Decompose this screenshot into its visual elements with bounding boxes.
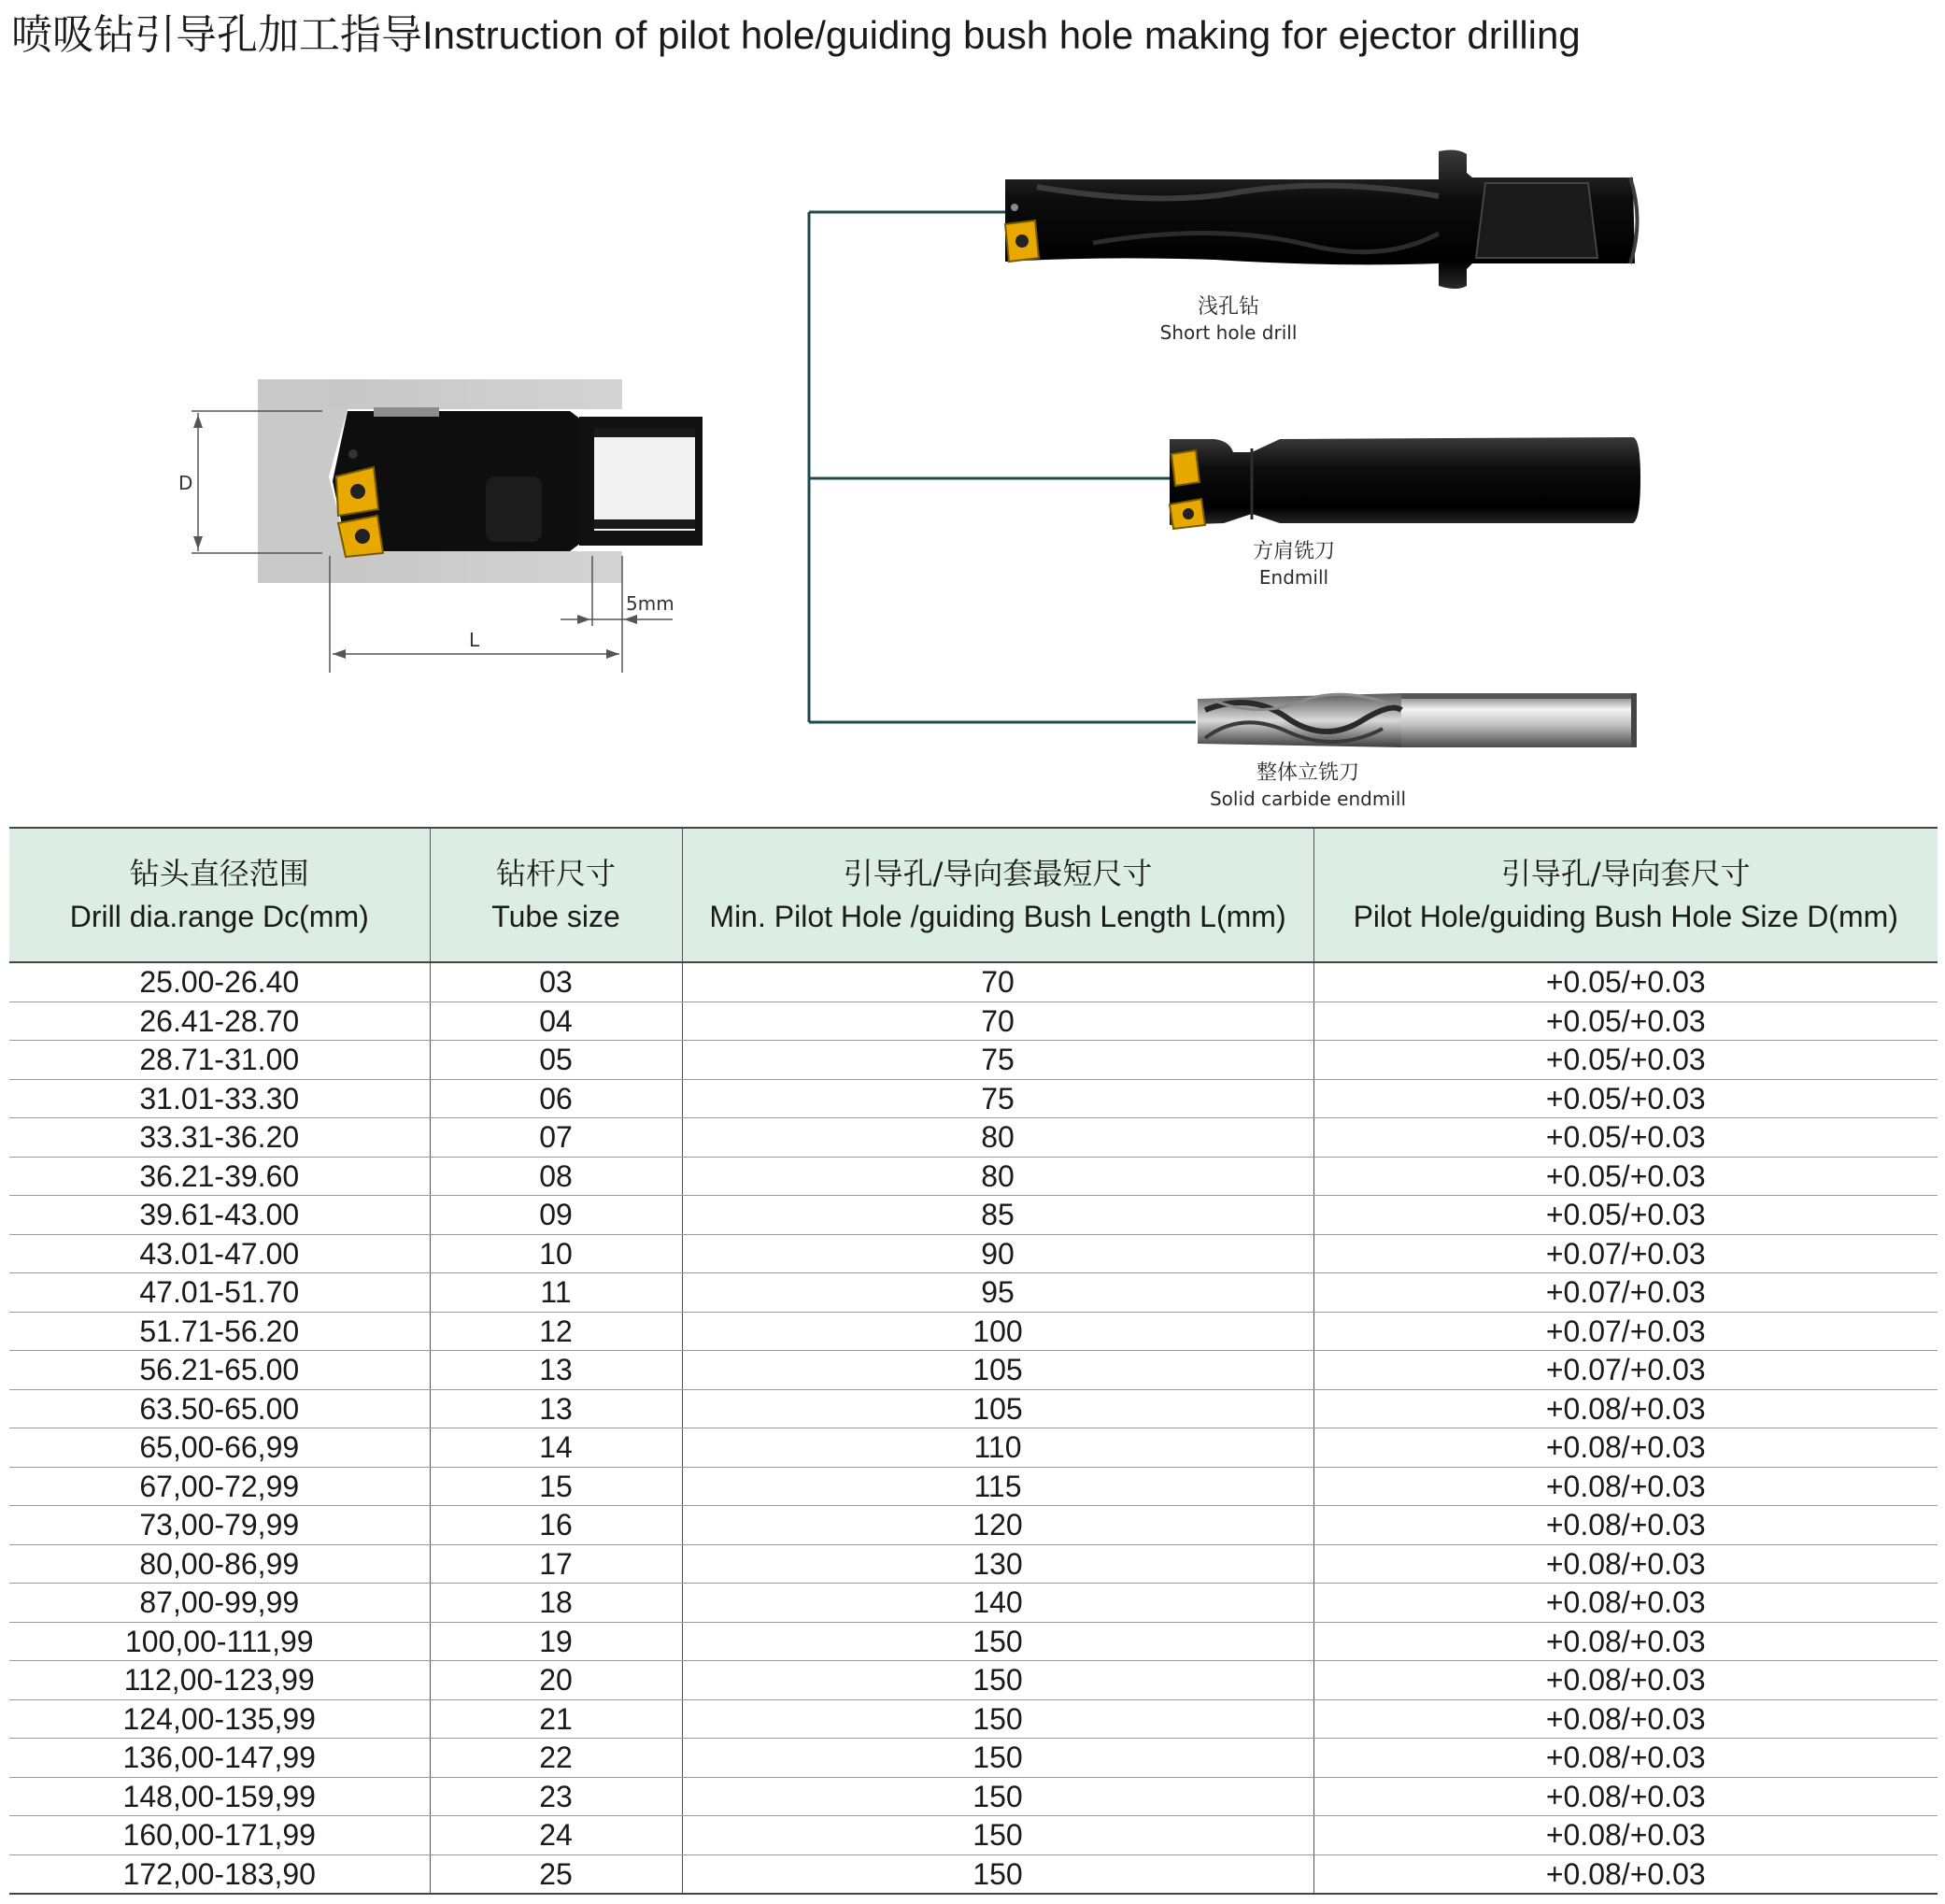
cell-drill-dia-range: 172,00-183,90 bbox=[9, 1854, 430, 1894]
cell-drill-dia-range: 136,00-147,99 bbox=[9, 1739, 430, 1778]
table-row bbox=[9, 1273, 1938, 1313]
cell-drill-dia-range: 39.61-43.00 bbox=[9, 1196, 430, 1235]
cell-drill-dia-range: 80,00-86,99 bbox=[9, 1544, 430, 1584]
tool-label-en: Short hole drill bbox=[1159, 321, 1298, 344]
cell-min-length: 115 bbox=[682, 1467, 1313, 1506]
cell-drill-dia-range: 148,00-159,99 bbox=[9, 1777, 430, 1816]
cell-hole-size: +0.08/+0.03 bbox=[1313, 1816, 1938, 1855]
cell-tube-size: 06 bbox=[430, 1079, 682, 1118]
dimension-d-label: D bbox=[178, 472, 193, 494]
cell-drill-dia-range: 28.71-31.00 bbox=[9, 1041, 430, 1080]
page-title-en: Instruction of pilot hole/guiding bush hole making for ejector drilling bbox=[422, 13, 1581, 57]
cell-drill-dia-range: 47.01-51.70 bbox=[9, 1273, 430, 1313]
tool-label-en: Endmill bbox=[1258, 566, 1329, 589]
pilot-hole-section bbox=[192, 379, 703, 673]
header-tube-size bbox=[430, 828, 682, 962]
cell-hole-size: +0.08/+0.03 bbox=[1313, 1467, 1938, 1506]
cell-tube-size: 03 bbox=[430, 962, 682, 1002]
cell-drill-dia-range: 124,00-135,99 bbox=[9, 1699, 430, 1739]
table-row bbox=[9, 1118, 1938, 1158]
cell-tube-size: 20 bbox=[430, 1661, 682, 1700]
cell-hole-size: +0.05/+0.03 bbox=[1313, 1118, 1938, 1158]
table-row bbox=[9, 1467, 1938, 1506]
cell-tube-size: 24 bbox=[430, 1816, 682, 1855]
cell-min-length: 85 bbox=[682, 1196, 1313, 1235]
table-header-row bbox=[9, 828, 1938, 962]
table-row bbox=[9, 1196, 1938, 1235]
cell-min-length: 70 bbox=[682, 1002, 1313, 1041]
cell-tube-size: 18 bbox=[430, 1584, 682, 1623]
tool-label-cn: 方肩铣刀 bbox=[1252, 540, 1335, 563]
cell-tube-size: 22 bbox=[430, 1739, 682, 1778]
cell-min-length: 150 bbox=[682, 1699, 1313, 1739]
tool-label-en: Solid carbide endmill bbox=[1209, 788, 1406, 810]
tool-connector-lines bbox=[809, 212, 1196, 722]
tool-label-short-hole-drill bbox=[1102, 294, 1355, 345]
cell-min-length: 100 bbox=[682, 1312, 1313, 1351]
table-row bbox=[9, 1661, 1938, 1700]
table-row bbox=[9, 962, 1938, 1002]
cell-drill-dia-range: 43.01-47.00 bbox=[9, 1234, 430, 1273]
cell-min-length: 130 bbox=[682, 1544, 1313, 1584]
pilot-hole-spec-table bbox=[9, 827, 1938, 1895]
cell-min-length: 150 bbox=[682, 1777, 1313, 1816]
cell-hole-size: +0.08/+0.03 bbox=[1313, 1699, 1938, 1739]
header-en: Pilot Hole/guiding Bush Hole Size D(mm) bbox=[1353, 900, 1898, 933]
header-pilot-hole-size bbox=[1313, 828, 1938, 962]
cell-min-length: 90 bbox=[682, 1234, 1313, 1273]
cell-drill-dia-range: 100,00-111,99 bbox=[9, 1622, 430, 1661]
tool-label-solid-carbide-endmill bbox=[1168, 760, 1448, 811]
tool-label-cn: 整体立铣刀 bbox=[1256, 761, 1359, 785]
cell-hole-size: +0.08/+0.03 bbox=[1313, 1777, 1938, 1816]
page-title bbox=[11, 7, 1936, 64]
cell-tube-size: 16 bbox=[430, 1506, 682, 1545]
table-row bbox=[9, 1428, 1938, 1468]
endmill-image bbox=[1170, 437, 1640, 529]
tool-diagram bbox=[0, 75, 1945, 822]
cell-drill-dia-range: 33.31-36.20 bbox=[9, 1118, 430, 1158]
header-cn: 引导孔/导向套最短尺寸 bbox=[843, 856, 1153, 891]
cell-hole-size: +0.07/+0.03 bbox=[1313, 1273, 1938, 1313]
header-cn: 钻杆尺寸 bbox=[495, 856, 616, 891]
table-row bbox=[9, 1584, 1938, 1623]
solid-carbide-endmill-image bbox=[1198, 693, 1637, 747]
cell-hole-size: +0.08/+0.03 bbox=[1313, 1584, 1938, 1623]
header-en: Tube size bbox=[491, 900, 620, 933]
cell-min-length: 105 bbox=[682, 1351, 1313, 1390]
header-min-pilot-length bbox=[682, 828, 1313, 962]
cell-tube-size: 10 bbox=[430, 1234, 682, 1273]
cell-drill-dia-range: 160,00-171,99 bbox=[9, 1816, 430, 1855]
table-row bbox=[9, 1854, 1938, 1894]
cell-hole-size: +0.05/+0.03 bbox=[1313, 1002, 1938, 1041]
tool-label-cn: 浅孔钻 bbox=[1197, 295, 1259, 319]
table-row bbox=[9, 1777, 1938, 1816]
table-body bbox=[9, 962, 1938, 1894]
cell-hole-size: +0.08/+0.03 bbox=[1313, 1544, 1938, 1584]
cell-tube-size: 19 bbox=[430, 1622, 682, 1661]
table-row bbox=[9, 1699, 1938, 1739]
table-row bbox=[9, 1041, 1938, 1080]
cell-hole-size: +0.08/+0.03 bbox=[1313, 1428, 1938, 1468]
cell-hole-size: +0.05/+0.03 bbox=[1313, 962, 1938, 1002]
cell-drill-dia-range: 65,00-66,99 bbox=[9, 1428, 430, 1468]
cell-min-length: 110 bbox=[682, 1428, 1313, 1468]
cell-drill-dia-range: 67,00-72,99 bbox=[9, 1467, 430, 1506]
cell-hole-size: +0.05/+0.03 bbox=[1313, 1041, 1938, 1080]
cell-drill-dia-range: 87,00-99,99 bbox=[9, 1584, 430, 1623]
header-cn: 引导孔/导向套尺寸 bbox=[1500, 856, 1751, 891]
cell-min-length: 70 bbox=[682, 962, 1313, 1002]
tool-label-endmill bbox=[1168, 539, 1420, 590]
cell-tube-size: 05 bbox=[430, 1041, 682, 1080]
cell-drill-dia-range: 112,00-123,99 bbox=[9, 1661, 430, 1700]
cell-hole-size: +0.08/+0.03 bbox=[1313, 1661, 1938, 1700]
cell-min-length: 150 bbox=[682, 1739, 1313, 1778]
cell-hole-size: +0.07/+0.03 bbox=[1313, 1234, 1938, 1273]
table-row bbox=[9, 1002, 1938, 1041]
header-cn: 钻头直径范围 bbox=[129, 856, 309, 891]
table-row bbox=[9, 1622, 1938, 1661]
cell-tube-size: 25 bbox=[430, 1854, 682, 1894]
cell-tube-size: 13 bbox=[430, 1351, 682, 1390]
cell-hole-size: +0.07/+0.03 bbox=[1313, 1351, 1938, 1390]
cell-drill-dia-range: 56.21-65.00 bbox=[9, 1351, 430, 1390]
table-row bbox=[9, 1389, 1938, 1428]
cell-drill-dia-range: 31.01-33.30 bbox=[9, 1079, 430, 1118]
cell-min-length: 105 bbox=[682, 1389, 1313, 1428]
cell-hole-size: +0.05/+0.03 bbox=[1313, 1157, 1938, 1196]
table-row bbox=[9, 1544, 1938, 1584]
dimension-l-label: L bbox=[469, 629, 480, 651]
cell-min-length: 80 bbox=[682, 1118, 1313, 1158]
cell-hole-size: +0.08/+0.03 bbox=[1313, 1389, 1938, 1428]
cell-hole-size: +0.05/+0.03 bbox=[1313, 1196, 1938, 1235]
cell-min-length: 80 bbox=[682, 1157, 1313, 1196]
cell-tube-size: 08 bbox=[430, 1157, 682, 1196]
header-en: Drill dia.range Dc(mm) bbox=[69, 900, 369, 933]
cell-tube-size: 12 bbox=[430, 1312, 682, 1351]
ejector-drill-head bbox=[333, 407, 703, 557]
table-row bbox=[9, 1739, 1938, 1778]
cell-hole-size: +0.08/+0.03 bbox=[1313, 1739, 1938, 1778]
short-hole-drill-image bbox=[1005, 150, 1638, 289]
cell-min-length: 150 bbox=[682, 1661, 1313, 1700]
cell-drill-dia-range: 36.21-39.60 bbox=[9, 1157, 430, 1196]
cell-drill-dia-range: 25.00-26.40 bbox=[9, 962, 430, 1002]
table-row bbox=[9, 1312, 1938, 1351]
cell-drill-dia-range: 51.71-56.20 bbox=[9, 1312, 430, 1351]
cell-tube-size: 21 bbox=[430, 1699, 682, 1739]
cell-tube-size: 04 bbox=[430, 1002, 682, 1041]
dimension-5mm-label: 5mm bbox=[626, 592, 674, 615]
cell-hole-size: +0.08/+0.03 bbox=[1313, 1854, 1938, 1894]
table-row bbox=[9, 1079, 1938, 1118]
header-drill-dia-range bbox=[9, 828, 430, 962]
table-row bbox=[9, 1157, 1938, 1196]
cell-min-length: 95 bbox=[682, 1273, 1313, 1313]
cell-tube-size: 23 bbox=[430, 1777, 682, 1816]
cell-tube-size: 07 bbox=[430, 1118, 682, 1158]
table-row bbox=[9, 1234, 1938, 1273]
cell-min-length: 150 bbox=[682, 1854, 1313, 1894]
table-row bbox=[9, 1351, 1938, 1390]
cell-tube-size: 11 bbox=[430, 1273, 682, 1313]
cell-drill-dia-range: 26.41-28.70 bbox=[9, 1002, 430, 1041]
table-row bbox=[9, 1816, 1938, 1855]
cell-hole-size: +0.08/+0.03 bbox=[1313, 1622, 1938, 1661]
cell-drill-dia-range: 63.50-65.00 bbox=[9, 1389, 430, 1428]
cell-tube-size: 09 bbox=[430, 1196, 682, 1235]
cell-tube-size: 17 bbox=[430, 1544, 682, 1584]
cell-min-length: 75 bbox=[682, 1079, 1313, 1118]
cell-hole-size: +0.07/+0.03 bbox=[1313, 1312, 1938, 1351]
cell-min-length: 120 bbox=[682, 1506, 1313, 1545]
table-row bbox=[9, 1506, 1938, 1545]
cell-min-length: 150 bbox=[682, 1816, 1313, 1855]
cell-hole-size: +0.05/+0.03 bbox=[1313, 1079, 1938, 1118]
cell-min-length: 75 bbox=[682, 1041, 1313, 1080]
cell-drill-dia-range: 73,00-79,99 bbox=[9, 1506, 430, 1545]
page-title-cn: 喷吸钻引导孔加工指导 bbox=[11, 11, 422, 59]
cell-tube-size: 14 bbox=[430, 1428, 682, 1468]
cell-hole-size: +0.08/+0.03 bbox=[1313, 1506, 1938, 1545]
cell-min-length: 140 bbox=[682, 1584, 1313, 1623]
header-en: Min. Pilot Hole /guiding Bush Length L(mm) bbox=[709, 900, 1286, 933]
cell-tube-size: 15 bbox=[430, 1467, 682, 1506]
cell-min-length: 150 bbox=[682, 1622, 1313, 1661]
cell-tube-size: 13 bbox=[430, 1389, 682, 1428]
